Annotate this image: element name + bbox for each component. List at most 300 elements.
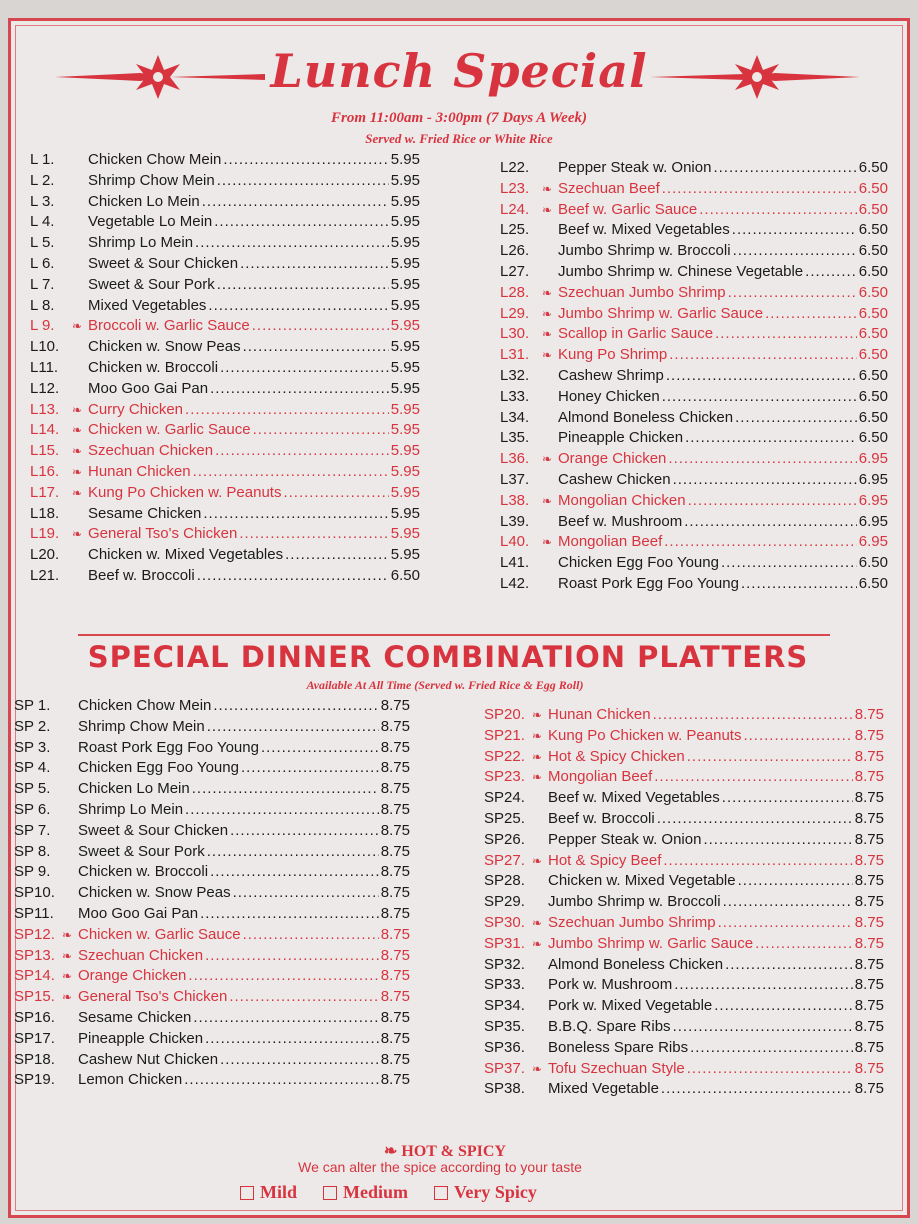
item-code: SP11. xyxy=(14,904,54,922)
item-price: 5.95 xyxy=(390,151,420,168)
item-code: L15. xyxy=(30,442,60,460)
menu-item xyxy=(500,325,888,346)
dot-leader xyxy=(283,484,388,501)
dot-leader xyxy=(210,863,379,880)
item-price: 5.95 xyxy=(390,483,420,501)
menu-item xyxy=(500,471,888,492)
item-name: Almond Boneless Chicken xyxy=(548,955,724,973)
dot-leader xyxy=(699,201,857,218)
item-name: Cashew Shrimp xyxy=(558,366,664,384)
item-price: 5.95 xyxy=(390,254,420,272)
menu-item xyxy=(500,305,888,326)
item-name: Mongolian Beef xyxy=(558,533,663,551)
dot-leader xyxy=(732,221,857,238)
dot-leader xyxy=(202,193,389,210)
hot-spicy-label: HOT & SPICY xyxy=(401,1143,506,1160)
item-price: 5.95 xyxy=(390,213,420,231)
item-price: 5.95 xyxy=(390,504,420,522)
dot-leader xyxy=(240,255,389,272)
lunch-right-column xyxy=(500,159,888,596)
item-code: L42. xyxy=(500,574,530,592)
dot-leader xyxy=(184,1071,379,1088)
dot-leader xyxy=(185,401,389,418)
spice-note: We can alter the spice according to your taste xyxy=(298,1159,582,1175)
item-name: Chicken w. Mixed Vegetable xyxy=(548,872,736,890)
menu-item xyxy=(500,429,888,450)
item-code: L25. xyxy=(500,221,530,239)
item-name: Chicken Egg Foo Young xyxy=(78,759,239,777)
menu-item xyxy=(30,546,420,567)
menu-item xyxy=(14,863,410,884)
pepper-icon: ❧ xyxy=(72,402,83,417)
item-code: SP22. xyxy=(484,747,525,765)
dot-leader xyxy=(664,533,857,550)
menu-item xyxy=(500,221,888,242)
dot-leader xyxy=(192,780,379,797)
dot-leader xyxy=(217,172,389,189)
item-code: L20. xyxy=(30,546,60,564)
menu-item xyxy=(484,768,884,789)
menu-item xyxy=(484,956,884,977)
item-code: L 9. xyxy=(30,317,55,335)
item-price: 8.75 xyxy=(854,955,884,973)
pepper-icon: ❧ xyxy=(62,948,73,963)
item-price: 5.95 xyxy=(390,400,420,418)
spice-options xyxy=(240,1182,537,1203)
menu-item xyxy=(30,172,420,193)
item-code: SP 3. xyxy=(14,738,51,756)
menu-item xyxy=(30,213,420,234)
menu-item xyxy=(484,1018,884,1039)
pepper-icon: ❧ xyxy=(532,936,543,951)
menu-item xyxy=(500,367,888,388)
item-name: Chicken Chow Mein xyxy=(88,151,222,168)
item-name: Mixed Vegetable xyxy=(548,1080,659,1098)
item-name: Curry Chicken xyxy=(88,400,184,418)
dot-leader xyxy=(208,297,388,314)
dinner-left-column xyxy=(14,697,410,1092)
dot-leader xyxy=(738,872,853,889)
item-name: Beef w. Mixed Vegetables xyxy=(548,789,720,807)
item-name: Honey Chicken xyxy=(558,387,660,405)
item-code: L34. xyxy=(500,408,530,426)
pepper-icon: ❧ xyxy=(542,535,553,550)
pepper-icon: ❧ xyxy=(72,527,83,542)
item-name: Pepper Steak w. Onion xyxy=(558,159,712,176)
menu-item xyxy=(484,872,884,893)
menu-item xyxy=(30,151,420,172)
item-code: SP15. xyxy=(14,988,55,1006)
pepper-icon: ❧ xyxy=(542,348,553,363)
dot-leader xyxy=(220,359,389,376)
item-name: Chicken w. Garlic Sauce xyxy=(88,421,251,439)
item-name: Roast Pork Egg Foo Young xyxy=(78,738,259,756)
pepper-icon: ❧ xyxy=(62,927,73,942)
item-name: Boneless Spare Ribs xyxy=(548,1038,689,1056)
item-code: L21. xyxy=(30,566,60,584)
pepper-icon: ❧ xyxy=(62,990,73,1005)
item-price: 5.95 xyxy=(390,338,420,356)
pepper-icon: ❧ xyxy=(542,327,553,342)
menu-item xyxy=(14,780,410,801)
item-name: Szechuan Jumbo Shrimp xyxy=(548,913,716,931)
item-price: 8.75 xyxy=(854,1059,884,1077)
item-price: 8.75 xyxy=(380,800,410,818)
item-name: Kung Po Chicken w. Peanuts xyxy=(548,726,742,744)
item-price: 6.50 xyxy=(858,366,888,384)
dot-leader xyxy=(735,409,857,426)
item-price: 5.95 xyxy=(390,358,420,376)
item-code: L39. xyxy=(500,512,530,530)
menu-item xyxy=(484,1039,884,1060)
item-name: Pork w. Mixed Vegetable xyxy=(548,997,713,1015)
item-name: Cashew Chicken xyxy=(558,470,671,488)
item-code: L30. xyxy=(500,325,530,343)
pepper-icon: ❧ xyxy=(62,969,73,984)
hot-spicy-heading xyxy=(0,1141,890,1161)
dot-leader xyxy=(253,421,389,438)
item-price: 6.50 xyxy=(390,566,420,584)
item-code: SP 4. xyxy=(14,759,51,777)
menu-item xyxy=(30,401,420,422)
option-mild xyxy=(240,1182,297,1203)
item-name: Chicken Egg Foo Young xyxy=(558,554,719,572)
option-very-spicy xyxy=(434,1182,537,1203)
dot-leader xyxy=(654,768,853,785)
item-code: L27. xyxy=(500,262,530,280)
item-price: 5.95 xyxy=(390,171,420,189)
menu-item xyxy=(500,346,888,367)
item-code: L41. xyxy=(500,554,530,572)
item-name: Broccoli w. Garlic Sauce xyxy=(88,317,250,335)
dot-leader xyxy=(661,1080,853,1097)
menu-item xyxy=(484,893,884,914)
item-name: Roast Pork Egg Foo Young xyxy=(558,574,739,592)
item-name: Sesame Chicken xyxy=(78,1008,192,1026)
dot-leader xyxy=(662,388,857,405)
item-name: Beef w. Mixed Vegetables xyxy=(558,221,730,239)
dot-leader xyxy=(220,1051,379,1068)
item-code: SP12. xyxy=(14,925,55,943)
menu-item xyxy=(500,242,888,263)
item-price: 8.75 xyxy=(380,759,410,777)
item-code: SP21. xyxy=(484,726,525,744)
dot-leader xyxy=(205,1030,379,1047)
dot-leader xyxy=(725,956,853,973)
item-price: 8.75 xyxy=(854,851,884,869)
menu-item xyxy=(484,1080,884,1101)
item-price: 5.95 xyxy=(390,442,420,460)
dinner-right-column xyxy=(484,706,884,1101)
item-name: Orange Chicken xyxy=(558,450,667,468)
item-code: SP19. xyxy=(14,1071,55,1089)
item-code: SP34. xyxy=(484,997,525,1015)
menu-item xyxy=(500,575,888,596)
item-code: L36. xyxy=(500,450,530,468)
item-price: 8.75 xyxy=(380,842,410,860)
pepper-icon: ❧ xyxy=(542,306,553,321)
item-name: Chicken w. Broccoli xyxy=(78,863,209,881)
item-price: 8.75 xyxy=(380,1071,410,1089)
item-price: 8.75 xyxy=(380,780,410,798)
menu-item xyxy=(14,884,410,905)
dot-leader xyxy=(215,442,389,459)
item-code: L 2. xyxy=(30,171,55,189)
menu-item xyxy=(14,967,410,988)
menu-item xyxy=(14,759,410,780)
item-price: 8.75 xyxy=(854,768,884,786)
item-name: Orange Chicken xyxy=(78,967,187,985)
item-code: L24. xyxy=(500,200,530,218)
item-name: Sweet & Sour Chicken xyxy=(78,821,229,839)
item-code: L 6. xyxy=(30,254,55,272)
dot-leader xyxy=(703,831,852,848)
dot-leader xyxy=(718,914,853,931)
dot-leader xyxy=(713,159,856,176)
item-price: 8.75 xyxy=(854,726,884,744)
item-price: 5.95 xyxy=(390,525,420,543)
menu-item xyxy=(14,926,410,947)
dot-leader xyxy=(243,926,379,943)
item-price: 8.75 xyxy=(854,976,884,994)
item-code: L32. xyxy=(500,366,530,384)
item-code: SP28. xyxy=(484,872,525,890)
pepper-icon: ❧ xyxy=(532,728,543,743)
item-price: 8.75 xyxy=(854,997,884,1015)
item-price: 5.95 xyxy=(390,421,420,439)
item-price: 6.50 xyxy=(858,262,888,280)
pepper-icon: ❧ xyxy=(72,444,83,459)
item-code: SP29. xyxy=(484,893,525,911)
menu-item xyxy=(500,533,888,554)
item-code: SP20. xyxy=(484,706,525,723)
item-code: L18. xyxy=(30,504,60,522)
item-price: 8.75 xyxy=(854,913,884,931)
item-name: Jumbo Shrimp w. Garlic Sauce xyxy=(558,304,764,322)
item-price: 6.50 xyxy=(858,325,888,343)
item-name: Hunan Chicken xyxy=(548,706,651,723)
item-price: 8.75 xyxy=(854,1038,884,1056)
dot-leader xyxy=(243,338,389,355)
dot-leader xyxy=(714,997,853,1014)
item-name: Shrimp Chow Mein xyxy=(78,717,205,735)
menu-item xyxy=(14,739,410,760)
dot-leader xyxy=(230,822,379,839)
item-price: 8.75 xyxy=(380,821,410,839)
item-name: Sweet & Sour Pork xyxy=(78,842,205,860)
item-price: 5.95 xyxy=(390,296,420,314)
item-name: Lemon Chicken xyxy=(78,1071,183,1089)
item-name: Jumbo Shrimp w. Garlic Sauce xyxy=(548,934,754,952)
menu-item xyxy=(500,284,888,305)
dot-leader xyxy=(687,1060,853,1077)
pepper-icon: ❧ xyxy=(72,423,83,438)
dot-leader xyxy=(285,546,389,563)
item-price: 8.75 xyxy=(380,697,410,714)
dot-leader xyxy=(203,505,388,522)
pepper-icon: ❧ xyxy=(532,1061,543,1076)
item-name: Chicken w. Snow Peas xyxy=(78,884,231,902)
item-code: L12. xyxy=(30,379,60,397)
dot-leader xyxy=(207,718,379,735)
menu-item xyxy=(30,505,420,526)
item-name: Shrimp Chow Mein xyxy=(88,171,215,189)
dinner-subtitle: Available At All Time (Served w. Fried Rice & Egg Roll) xyxy=(306,678,584,692)
item-price: 6.50 xyxy=(858,408,888,426)
item-code: L 1. xyxy=(30,151,55,168)
item-code: L 3. xyxy=(30,192,55,210)
item-price: 6.50 xyxy=(858,304,888,322)
section-divider xyxy=(78,634,830,636)
item-code: L40. xyxy=(500,533,530,551)
item-code: SP18. xyxy=(14,1050,55,1068)
dot-leader xyxy=(662,180,857,197)
item-price: 5.95 xyxy=(390,317,420,335)
item-name: Chicken w. Snow Peas xyxy=(88,338,241,356)
dot-leader xyxy=(223,151,388,168)
item-price: 5.95 xyxy=(390,192,420,210)
item-name: Sesame Chicken xyxy=(88,504,202,522)
item-name: Sweet & Sour Chicken xyxy=(88,254,239,272)
item-name: Szechuan Beef xyxy=(558,179,660,197)
menu-item xyxy=(30,317,420,338)
item-price: 5.95 xyxy=(390,462,420,480)
dot-leader xyxy=(741,575,857,592)
pepper-icon: ❧ xyxy=(72,485,83,500)
menu-item xyxy=(484,914,884,935)
item-name: Szechuan Jumbo Shrimp xyxy=(558,283,726,301)
item-price: 8.75 xyxy=(380,863,410,881)
pepper-icon: ❧ xyxy=(542,285,553,300)
menu-item xyxy=(14,988,410,1009)
item-code: L35. xyxy=(500,429,530,447)
dot-leader xyxy=(669,346,857,363)
dot-leader xyxy=(197,567,389,584)
item-code: SP33. xyxy=(484,976,525,994)
item-price: 5.95 xyxy=(390,546,420,564)
option-label: Very Spicy xyxy=(454,1182,537,1202)
item-code: SP 9. xyxy=(14,863,51,881)
option-label: Medium xyxy=(343,1182,409,1202)
item-code: L26. xyxy=(500,242,530,260)
item-code: SP27. xyxy=(484,851,525,869)
item-price: 8.75 xyxy=(380,904,410,922)
menu-item xyxy=(500,450,888,471)
dot-leader xyxy=(207,843,379,860)
item-name: Jumbo Shrimp w. Broccoli xyxy=(558,242,731,260)
item-price: 8.75 xyxy=(854,747,884,765)
item-name: Pork w. Mushroom xyxy=(548,976,673,994)
item-code: SP 7. xyxy=(14,821,51,839)
dot-leader xyxy=(805,263,857,280)
dot-leader xyxy=(241,759,379,776)
item-price: 8.75 xyxy=(380,946,410,964)
item-name: Beef w. Mushroom xyxy=(558,512,683,530)
item-price: 8.75 xyxy=(380,1029,410,1047)
item-code: SP38. xyxy=(484,1080,525,1098)
item-price: 8.75 xyxy=(380,1050,410,1068)
dinner-title: SPECIAL DINNER COMBINATION PLATTERS xyxy=(87,640,809,674)
menu-item xyxy=(484,789,884,810)
dot-leader xyxy=(690,1039,853,1056)
item-price: 6.50 xyxy=(858,387,888,405)
item-price: 8.75 xyxy=(854,1080,884,1098)
item-code: SP 2. xyxy=(14,717,51,735)
item-code: SP31. xyxy=(484,934,525,952)
item-price: 6.50 xyxy=(858,179,888,197)
item-code: SP23. xyxy=(484,768,525,786)
pepper-icon: ❧ xyxy=(532,853,543,868)
option-label: Mild xyxy=(260,1182,298,1202)
lunch-served-note: Served w. Fried Rice or White Rice xyxy=(365,131,553,146)
menu-item xyxy=(500,263,888,284)
item-code: L37. xyxy=(500,470,530,488)
menu-item xyxy=(14,843,410,864)
menu-item xyxy=(14,1071,410,1092)
item-code: L33. xyxy=(500,387,530,405)
item-code: SP30. xyxy=(484,913,525,931)
item-code: L38. xyxy=(500,491,530,509)
menu-item xyxy=(14,822,410,843)
option-medium xyxy=(323,1182,408,1203)
item-price: 6.95 xyxy=(858,533,888,551)
checkbox-icon xyxy=(323,1186,337,1200)
item-price: 8.75 xyxy=(854,893,884,911)
dot-leader xyxy=(755,935,853,952)
menu-item xyxy=(484,1060,884,1081)
item-price: 6.95 xyxy=(858,491,888,509)
dot-leader xyxy=(213,697,378,714)
menu-item xyxy=(500,180,888,201)
menu-item xyxy=(484,727,884,748)
lunch-hours: From 11:00am - 3:00pm (7 Days A Week) xyxy=(331,110,587,126)
item-price: 8.75 xyxy=(380,988,410,1006)
dot-leader xyxy=(193,1009,378,1026)
menu-item xyxy=(14,1030,410,1051)
item-name: Beef w. Garlic Sauce xyxy=(558,200,698,218)
dot-leader xyxy=(674,976,853,993)
item-code: L13. xyxy=(30,400,60,418)
menu-item xyxy=(500,409,888,430)
dot-leader xyxy=(663,852,852,869)
item-name: Hunan Chicken xyxy=(88,462,191,480)
pepper-icon: ❧ xyxy=(532,770,543,785)
menu-item xyxy=(30,193,420,214)
item-code: SP13. xyxy=(14,946,55,964)
pepper-icon: ❧ xyxy=(532,915,543,930)
menu-item xyxy=(14,697,410,718)
pepper-icon: ❧ xyxy=(542,493,553,508)
item-price: 8.75 xyxy=(380,925,410,943)
item-price: 8.75 xyxy=(380,884,410,902)
item-price: 6.50 xyxy=(858,574,888,592)
menu-item xyxy=(484,935,884,956)
item-code: L11. xyxy=(30,358,59,376)
item-code: SP 6. xyxy=(14,800,51,818)
dot-leader xyxy=(188,967,378,984)
dot-leader xyxy=(195,234,389,251)
item-code: L28. xyxy=(500,283,530,301)
item-name: Kung Po Shrimp xyxy=(558,346,668,364)
item-name: Shrimp Lo Mein xyxy=(78,800,184,818)
item-code: L22. xyxy=(500,159,530,176)
menu-item xyxy=(500,492,888,513)
menu-item xyxy=(484,976,884,997)
dot-leader xyxy=(743,727,852,744)
menu-item xyxy=(484,810,884,831)
item-price: 6.50 xyxy=(858,200,888,218)
item-code: L 8. xyxy=(30,296,55,314)
